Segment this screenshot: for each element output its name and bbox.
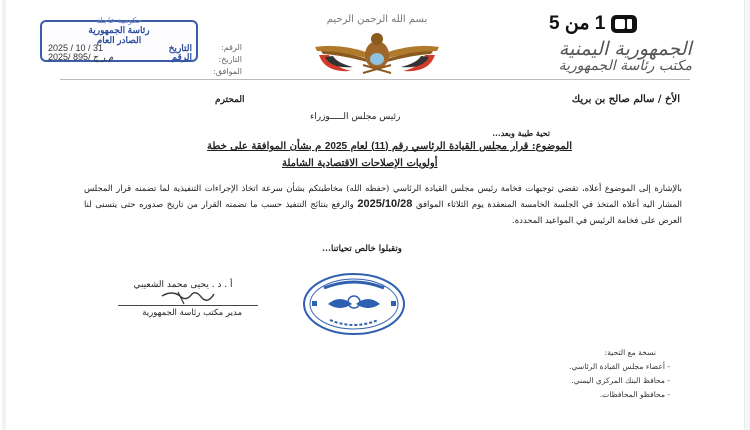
copies-list <box>569 346 680 402</box>
stamp-top: حكومية عاجلة <box>96 16 142 25</box>
letterhead-country: الجمهورية اليمنية <box>558 38 692 60</box>
stamp-title: رئاسة الجمهورية الصادر العام <box>88 25 150 45</box>
registry-stamp <box>40 16 198 62</box>
page-counter: 1 من 5 <box>549 13 606 34</box>
basmala: بسم الله الرحمن الرحيم <box>326 14 428 25</box>
yemen-eagle-emblem-icon <box>311 29 443 77</box>
copy-item: - أعضاء مجلس القيادة الرئاسي. <box>569 360 680 374</box>
copy-item: - محافظو المحافظات. <box>569 388 680 402</box>
subject-line: الموضوع: قرار مجلس القيادة الرئاسي رقم (11) لعام 2025 م بشأن الموافقة على خطة <box>207 141 572 152</box>
stamp-date-row: التاريخ 2025 / 10 / 31 <box>48 43 192 53</box>
handwritten-signature <box>118 290 258 304</box>
page-view-icon[interactable] <box>611 15 637 33</box>
recipient-title: رئيس مجلس الـــــوزراء <box>310 112 401 122</box>
header-divider <box>60 79 690 80</box>
page-edge-left <box>2 0 6 430</box>
signatory-title: مدير مكتب رئاسة الجمهورية <box>142 308 242 318</box>
page-indicator <box>549 12 637 35</box>
copy-item: - محافظ البنك المركزي اليمني. <box>569 374 680 388</box>
signature-block <box>118 280 258 318</box>
copies-heading: نسخة مع التحية: <box>604 348 656 357</box>
subject-line-2: أولويات الإصلاحات الاقتصادية الشاملة <box>282 158 438 169</box>
honorific: المحترم <box>215 95 245 105</box>
body-paragraph: بالإشارة إلى الموضوع أعلاه، تقضي توجيهات فخامة رئيس مجلس القيادة الرئاسي (حفظه الله) مخاطبتكم بشأن سرعة اتخاذ الإجراءات التنفيذية لما تضمنه قرار المجلس المشار اليه أعلاه المتخذ في الجلسة الخامسة المنعقدة يوم الثلاثاء الموافق 2025/10/28 والرفع بنتائج التنفيذ حسب ما تضمنه القرار من تاريخ صدوره حتى يتسنى لنا العرض على فخامة الرئيس في المواعيد المحددة. <box>84 183 683 226</box>
signatory-name: أ . د . يحيى محمد الشعيبي <box>133 280 233 290</box>
official-seal-icon <box>302 272 406 336</box>
stamp-number-row: الرقم 2025/ م ر ج /895 <box>48 52 192 62</box>
addressee: الأخ / سالم صالح بن بريك <box>571 94 680 105</box>
reference-fields: الرقم: التاريخ: الموافق: <box>213 43 242 76</box>
letterhead-office: مكتب رئاسة الجمهورية <box>558 58 692 74</box>
letterhead <box>559 38 692 74</box>
closing: وتقبلوا خالص تحياتنا... <box>322 244 402 254</box>
greeting: تحية طيبة وبعد... <box>492 128 550 138</box>
page-edge-right <box>744 0 750 430</box>
signature-scribble-icon <box>158 288 218 306</box>
